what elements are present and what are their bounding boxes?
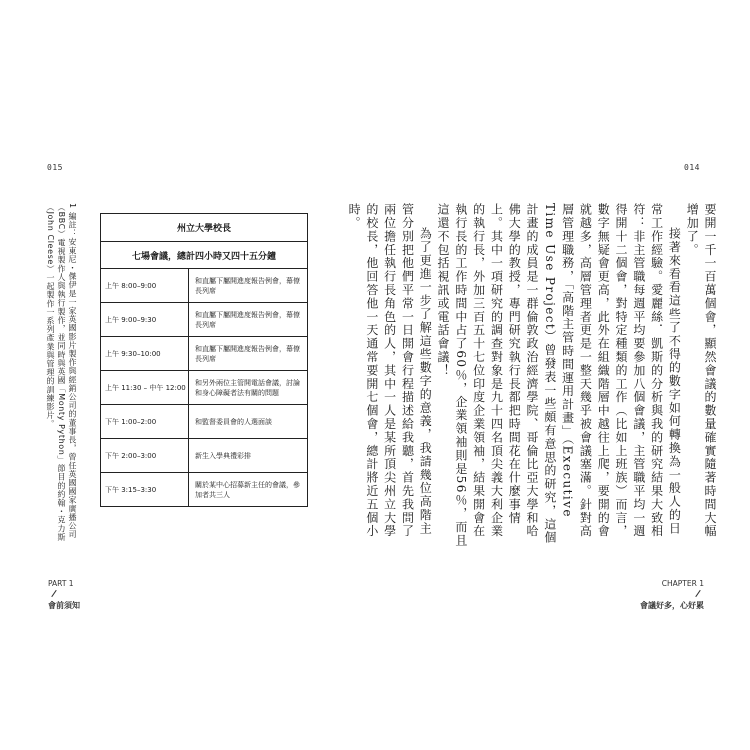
row-activity: 和監督委員會的人選面談 xyxy=(195,417,272,426)
paragraph: 為了更進一步了解這些數字的意義，我請幾位高階主管分別把他們平常一日開會行程描述給我聽，首先我問了兩位擔任執行長角色的人，其中一人是某所頂尖州立大學的校長，他回答他一天通常要開七個會，總計將近五個小時。 xyxy=(347,203,433,538)
slash-divider xyxy=(695,590,700,597)
row-activity: 新生入學典禮彩排 xyxy=(195,451,251,460)
chapter-title: 會議好多，心好累 xyxy=(640,601,704,610)
table-row xyxy=(101,303,307,337)
table-subtitle: 七場會議，總計四小時又四十五分鐘 xyxy=(101,242,307,269)
table-row xyxy=(101,269,307,303)
row-time: 下午 2:00–3:00 xyxy=(101,439,189,472)
paragraph: 接著來看看這些了不得的數字如何轉換為一般人的日常工作經驗。愛麗絲．凱斯的分析與我的研究結果大致相符：非主管職每週平均要參加八個會議，主管職平均一週得開十二個會，對特定種類的工作（比如上班族）而言，數字無疑會更高，此外在組織階層中越往上爬，要開的會就越多，高層管理者更是一整天幾乎被會議塞滿。針對高層管理職務，「高階主管時間運用計畫」（Executive Time Use Project）曾發表一些頗有意思的研究，這個計畫的成員是一群倫敦政治經濟學院、哥倫比亞大學和哈佛大學的教授，專門研究執行長都把時間花在什麼事情上。其中一項研究的調查對象是九十四名頂尖義大利企業的執行長，外加三百五十七位印度企業領袖，結果開會在執行長的工作時間中占了60％，企業領袖則是56％，而且這還不包括視訊或電話會議！ xyxy=(436,203,682,548)
row-activity: 關於某中心招募新主任的會議，參加者共三人 xyxy=(195,480,300,499)
row-time: 上午 9:00–9:30 xyxy=(101,303,189,336)
row-time: 上午 11:30 – 中午 12:00 xyxy=(101,371,189,404)
page-number-right: 014 xyxy=(684,163,700,172)
table-row xyxy=(101,337,307,371)
body-text xyxy=(347,203,718,548)
table-row xyxy=(101,473,307,506)
paragraph: 要開一千一百萬個會，顯然會議的數量確實隨著時間大幅增加了。 xyxy=(685,203,717,538)
table-row xyxy=(101,439,307,473)
chapter-label: CHAPTER 1 xyxy=(661,579,704,588)
table-row xyxy=(101,405,307,439)
part-label: PART 1 xyxy=(48,579,74,588)
row-activity: 和直屬下屬開進度報告例會，幕僚長列席 xyxy=(195,344,300,363)
footnote: 1 編註：安東尼・傑伊是一家英國影片製作與經銷公司的董事長，曾任英國國家廣播公司（BBC）電視製作人與執行製作，並同時與英國「Monty Python」節目的約翰・克力斯（John Cleese）一起製作一系列產業與管理的訓練影片。 xyxy=(46,203,77,542)
row-time: 上午 9:30–10:00 xyxy=(101,337,189,370)
row-activity: 和直屬下屬開進度報告例會，幕僚長列席 xyxy=(195,310,300,329)
table-row xyxy=(101,371,307,405)
row-activity: 和另外兩位主管開電話會議，討論和身心障礙者法有關的問題 xyxy=(195,378,300,397)
row-time: 下午 3:15–3:30 xyxy=(101,473,189,506)
table-title: 州立大學校長 xyxy=(101,214,307,242)
row-activity: 和直屬下屬開進度報告例會，幕僚長列席 xyxy=(195,276,300,295)
footer-left xyxy=(48,578,80,611)
footer-right xyxy=(632,578,704,611)
page-number-left: 015 xyxy=(47,163,63,172)
slash-divider xyxy=(51,590,56,597)
row-time: 上午 8:00–9:00 xyxy=(101,269,189,302)
part-title: 會前須知 xyxy=(48,601,80,610)
schedule-table xyxy=(100,213,308,507)
row-time: 下午 1:00–2:00 xyxy=(101,405,189,438)
